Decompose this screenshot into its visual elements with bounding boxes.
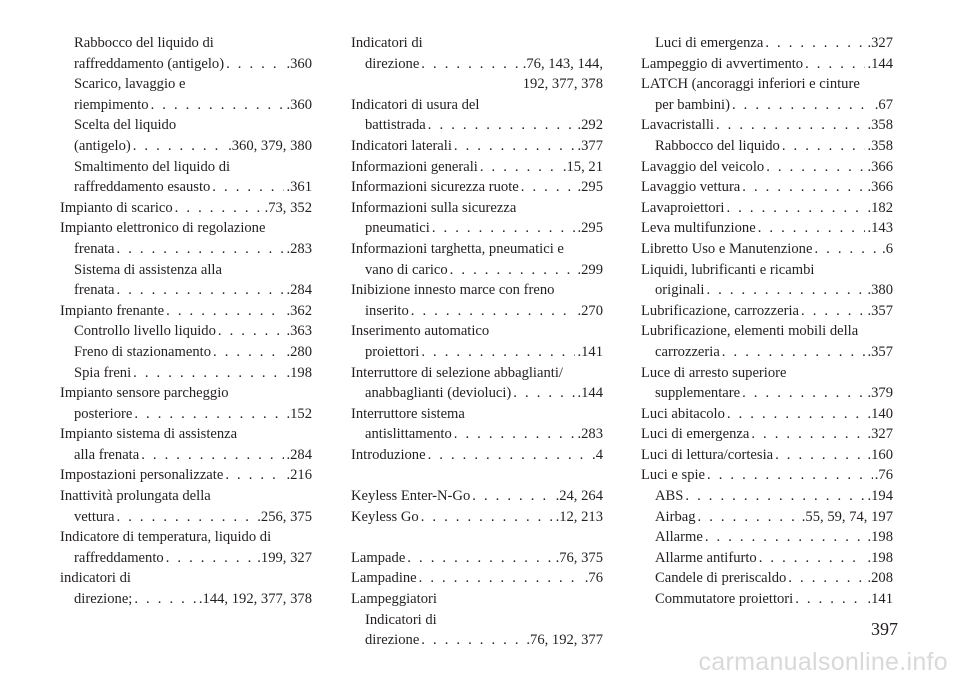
entry-text: Lubrificazione, carrozzeria xyxy=(641,302,799,319)
page-reference: .208 xyxy=(867,570,893,587)
dot-leader xyxy=(419,568,583,589)
index-entry xyxy=(351,198,603,239)
index-entry xyxy=(351,321,603,362)
dot-leader xyxy=(480,157,561,178)
page-reference: .361 xyxy=(286,179,312,196)
entry-text: Informazioni sulla sicurezza xyxy=(351,199,517,216)
entry-text: Lampade xyxy=(351,549,406,566)
entry-text: Inserimento automatico xyxy=(351,323,490,340)
entry-text: indicatori di xyxy=(60,570,131,587)
entry-text: Informazioni sicurezza ruote xyxy=(351,179,519,196)
index-entry xyxy=(641,445,893,466)
dot-leader xyxy=(759,548,866,569)
index-subentry xyxy=(60,115,312,136)
dot-leader xyxy=(226,54,284,75)
page-reference: .24, 264 xyxy=(555,488,603,505)
page-reference: .327 xyxy=(867,35,893,51)
index-subentry xyxy=(60,33,312,54)
page-reference: .160 xyxy=(867,446,893,463)
index-entry xyxy=(60,218,312,259)
dot-leader xyxy=(706,280,865,301)
page-reference: .76, 143, 144, xyxy=(522,55,603,72)
entry-text: alla frenata xyxy=(74,446,140,463)
index-entry xyxy=(351,486,603,507)
entry-text: Impianto di scarico xyxy=(60,199,173,216)
entry-text: Lampeggiatori xyxy=(351,591,437,608)
dot-leader xyxy=(117,239,285,260)
dot-leader xyxy=(766,157,865,178)
page-reference: .12, 213 xyxy=(555,508,603,525)
entry-text: Keyless Go xyxy=(351,508,419,525)
index-subentry xyxy=(641,548,893,569)
entry-text: originali xyxy=(655,282,705,299)
index-entry xyxy=(351,507,603,528)
page-reference: .360 xyxy=(286,55,312,72)
dot-leader xyxy=(133,136,226,157)
page-reference: .379 xyxy=(867,385,893,402)
page-reference: .284 xyxy=(286,446,312,463)
index-entry xyxy=(351,445,603,466)
dot-leader xyxy=(758,218,866,239)
entry-text: Indicatore di temperatura, liquido di xyxy=(60,529,272,546)
page-reference: .380 xyxy=(867,282,893,299)
entry-text: (antigelo) xyxy=(74,137,131,154)
index-entry xyxy=(641,218,893,239)
page-reference: .327 xyxy=(867,426,893,443)
index-entry xyxy=(641,177,893,198)
page-reference: .182 xyxy=(867,199,893,216)
entry-text: Indicatori di xyxy=(351,35,423,51)
index-entry xyxy=(641,465,893,486)
entry-text: Indicatori laterali xyxy=(351,137,452,154)
page-reference: .199, 327 xyxy=(257,549,312,566)
dot-leader xyxy=(175,198,263,219)
dot-leader xyxy=(421,342,575,363)
index-entry xyxy=(641,301,893,322)
entry-text: Lubrificazione, elementi mobili della xyxy=(641,323,859,340)
dot-leader xyxy=(133,363,284,384)
page-reference: .6 xyxy=(882,240,893,257)
entry-text: Lavaproiettori xyxy=(641,199,725,216)
page-reference: .144 xyxy=(577,385,603,402)
entry-text: Indicatori di xyxy=(365,611,437,628)
dot-leader xyxy=(454,136,576,157)
entry-text: Lavaggio vettura xyxy=(641,179,741,196)
entry-text: inserito xyxy=(365,302,409,319)
dot-leader xyxy=(421,507,554,528)
index-entry xyxy=(60,465,312,486)
index-entry xyxy=(641,115,893,136)
entry-text: Inattività prolungata della xyxy=(60,488,211,505)
page-reference: .295 xyxy=(577,179,603,196)
dot-leader xyxy=(472,486,553,507)
dot-leader xyxy=(801,301,865,322)
page-reference: .377 xyxy=(577,137,603,154)
entry-text: Impostazioni personalizzate xyxy=(60,467,224,484)
page-reference: .144 xyxy=(867,55,893,72)
index-entry xyxy=(641,321,893,362)
page-reference: .4 xyxy=(592,446,603,463)
index-column-2 xyxy=(351,33,603,651)
index-subentry xyxy=(641,33,893,54)
index-subentry xyxy=(60,342,312,363)
index-entry xyxy=(351,177,603,198)
entry-text: Luci di emergenza xyxy=(641,426,750,443)
dot-leader xyxy=(117,280,285,301)
page-reference: .141 xyxy=(577,343,603,360)
index-entry xyxy=(60,198,312,219)
index-entry xyxy=(351,239,603,280)
entry-text: Luce di arresto superiore xyxy=(641,364,787,381)
entry-text: Commutatore proiettori xyxy=(655,591,794,608)
index-entry xyxy=(641,424,893,445)
index-entry xyxy=(641,157,893,178)
entry-text: Impianto frenante xyxy=(60,302,165,319)
dot-leader xyxy=(212,177,284,198)
index-entry xyxy=(60,424,312,465)
page-reference: .366 xyxy=(867,179,893,196)
index-entry xyxy=(60,486,312,527)
dot-leader xyxy=(742,383,865,404)
page-reference: .76 xyxy=(584,570,603,587)
page-reference: .270 xyxy=(577,302,603,319)
entry-text: Lavaggio del veicolo xyxy=(641,158,765,175)
dot-leader xyxy=(726,198,865,219)
dot-leader xyxy=(428,115,576,136)
entry-text: per bambini) xyxy=(655,96,730,113)
page-reference: .198 xyxy=(867,529,893,546)
entry-text: direzione; xyxy=(74,591,133,608)
entry-text: Lavacristalli xyxy=(641,117,714,134)
entry-text: proiettori xyxy=(365,343,420,360)
dot-leader xyxy=(134,589,197,610)
entry-text: Airbag xyxy=(655,508,696,525)
entry-text: Indicatori di usura del xyxy=(351,96,480,113)
index-subentry xyxy=(60,136,312,157)
entry-text: Spia freni xyxy=(74,364,132,381)
page-reference: .144, 192, 377, 378 xyxy=(198,591,312,608)
entry-text: Smaltimento del liquido di xyxy=(74,158,231,175)
page-reference: .363 xyxy=(286,323,312,340)
entry-text: Allarme antifurto xyxy=(655,549,757,566)
index-subentry xyxy=(641,507,893,528)
entry-text: Libretto Uso e Manutenzione xyxy=(641,240,813,257)
index-entry xyxy=(641,404,893,425)
page-reference: .292 xyxy=(577,117,603,134)
index-subentry xyxy=(60,260,312,281)
watermark: carmanualsonline.info xyxy=(698,647,948,676)
page-reference: .15, 21 xyxy=(562,158,603,175)
dot-leader xyxy=(117,507,256,528)
index-entry xyxy=(641,239,893,260)
dot-leader xyxy=(751,424,865,445)
entry-text: supplementare xyxy=(655,385,741,402)
letter-gap xyxy=(351,527,603,548)
entry-text: Interruttore sistema xyxy=(351,405,465,422)
index-column-1 xyxy=(60,33,312,610)
index-entry xyxy=(641,54,893,75)
entry-text: battistrada xyxy=(365,117,426,134)
page-reference: .143 xyxy=(867,220,893,237)
dot-leader xyxy=(722,342,866,363)
index-subentry xyxy=(641,589,893,610)
index-entry xyxy=(60,383,312,424)
index-entry xyxy=(351,568,603,589)
index-entry xyxy=(351,95,603,136)
page-reference: .198 xyxy=(286,364,312,381)
index-subentry xyxy=(60,363,312,384)
dot-leader xyxy=(151,95,285,116)
entry-text: Freno di stazionamento xyxy=(74,343,211,360)
dot-leader xyxy=(707,465,873,486)
dot-leader xyxy=(814,239,880,260)
entry-text: Allarme xyxy=(655,529,703,546)
entry-text: Scelta del liquido xyxy=(74,117,177,134)
dot-leader xyxy=(134,404,284,425)
page-reference: .67 xyxy=(874,96,893,113)
entry-text: Luci abitacolo xyxy=(641,405,725,422)
index-subentry xyxy=(641,527,893,548)
entry-text: Rabbocco del liquido di xyxy=(74,35,214,51)
entry-text: LATCH (ancoraggi inferiori e cinture xyxy=(641,76,860,93)
entry-text: Luci di lettura/cortesia xyxy=(641,446,774,463)
index-column-3 xyxy=(641,33,893,610)
dot-leader xyxy=(705,527,866,548)
index-subentry xyxy=(60,95,312,116)
entry-text: posteriore xyxy=(74,405,133,422)
entry-text: Controllo livello liquido xyxy=(74,323,216,340)
entry-text: Impianto sistema di assistenza xyxy=(60,426,238,443)
page-reference: .216 xyxy=(286,467,312,484)
page-reference-continued: 192, 377, 378 xyxy=(522,76,603,93)
entry-text: raffreddamento (antigelo) xyxy=(74,55,225,72)
dot-leader xyxy=(765,33,865,54)
page-reference: .55, 59, 74, 197 xyxy=(801,508,893,525)
page-reference: .152 xyxy=(286,405,312,422)
index-subentry xyxy=(60,54,312,75)
page-number: 397 xyxy=(871,619,898,639)
dot-leader xyxy=(432,218,576,239)
index-subentry xyxy=(641,136,893,157)
entry-text: Inibizione innesto marce con freno xyxy=(351,282,555,299)
dot-leader xyxy=(421,54,520,75)
entry-text: Informazioni targhetta, pneumatici e xyxy=(351,240,564,257)
page-reference: .360 xyxy=(286,96,312,113)
page-reference: .362 xyxy=(286,302,312,319)
entry-text: Lampadine xyxy=(351,570,417,587)
entry-text: frenata xyxy=(74,282,115,299)
index-entry xyxy=(351,33,603,95)
entry-text: vettura xyxy=(74,508,115,525)
entry-text: Luci di emergenza xyxy=(655,35,764,51)
page-reference: .256, 375 xyxy=(257,508,312,525)
entry-text: direzione xyxy=(365,55,420,72)
entry-text: vano di carico xyxy=(365,261,448,278)
index-entry xyxy=(641,74,893,115)
page-reference: .366 xyxy=(867,158,893,175)
index-subentry xyxy=(60,321,312,342)
entry-text: ABS xyxy=(655,488,684,505)
entry-text: antislittamento xyxy=(365,426,452,443)
entry-text: Impianto elettronico di regolazione xyxy=(60,220,266,237)
entry-text: Luci e spie xyxy=(641,467,706,484)
dot-leader xyxy=(698,507,800,528)
page-reference: .284 xyxy=(286,282,312,299)
index-entry xyxy=(351,548,603,569)
index-subentry xyxy=(60,74,312,95)
index-entry xyxy=(641,260,893,301)
entry-text: frenata xyxy=(74,240,115,257)
entry-text: Interruttore di selezione abbaglianti/ xyxy=(351,364,563,381)
page-reference: .283 xyxy=(286,240,312,257)
page-reference: .358 xyxy=(867,137,893,154)
dot-leader xyxy=(166,548,256,569)
dot-leader xyxy=(454,424,576,445)
page-reference: .198 xyxy=(867,549,893,566)
index-entry xyxy=(60,301,312,322)
entry-text: Keyless Enter-N-Go xyxy=(351,488,471,505)
entry-text: Leva multifunzione xyxy=(641,220,756,237)
index-entry xyxy=(60,568,312,609)
dot-leader xyxy=(732,95,873,116)
dot-leader xyxy=(213,342,284,363)
entry-text: riempimento xyxy=(74,96,149,113)
index-entry xyxy=(351,589,603,610)
dot-leader xyxy=(225,465,284,486)
index-subentry xyxy=(641,486,893,507)
page-reference: .76, 375 xyxy=(555,549,603,566)
entry-text: carrozzeria xyxy=(655,343,720,360)
dot-leader xyxy=(521,177,576,198)
page-reference: .194 xyxy=(867,488,893,505)
page-reference: .280 xyxy=(286,343,312,360)
entry-text: anabbaglianti (devioluci) xyxy=(365,385,512,402)
entry-text: Impianto sensore parcheggio xyxy=(60,385,229,402)
index-entry xyxy=(351,157,603,178)
page-reference: .76, 192, 377 xyxy=(526,632,603,649)
page-reference: .360, 379, 380 xyxy=(228,137,312,154)
dot-leader xyxy=(450,260,576,281)
dot-leader xyxy=(141,445,284,466)
dot-leader xyxy=(727,404,866,425)
page-reference: .357 xyxy=(867,343,893,360)
index-entry xyxy=(641,198,893,219)
letter-gap xyxy=(351,465,603,486)
dot-leader xyxy=(218,321,285,342)
index-subentry xyxy=(641,568,893,589)
entry-text: raffreddamento esausto xyxy=(74,179,211,196)
entry-text: Introduzione xyxy=(351,446,426,463)
dot-leader xyxy=(795,589,865,610)
page-reference: .299 xyxy=(577,261,603,278)
dot-leader xyxy=(166,301,284,322)
page-reference: .283 xyxy=(577,426,603,443)
dot-leader xyxy=(805,54,865,75)
dot-leader xyxy=(782,136,866,157)
index-entry xyxy=(60,527,312,568)
entry-text: Rabbocco del liquido xyxy=(655,137,780,154)
index-subentry xyxy=(351,610,603,631)
index-entry xyxy=(351,136,603,157)
page-reference: .358 xyxy=(867,117,893,134)
index-subentry xyxy=(60,157,312,178)
entry-text: Sistema di assistenza alla xyxy=(74,261,222,278)
entry-text: Scarico, lavaggio e xyxy=(74,76,186,93)
entry-text: raffreddamento xyxy=(74,549,164,566)
index-subentry xyxy=(60,280,312,301)
dot-leader xyxy=(788,568,865,589)
dot-leader xyxy=(775,445,865,466)
dot-leader xyxy=(685,486,865,507)
dot-leader xyxy=(742,177,865,198)
entry-text: Lampeggio di avvertimento xyxy=(641,55,804,72)
dot-leader xyxy=(716,115,866,136)
page-reference: .73, 352 xyxy=(264,199,312,216)
index-entry xyxy=(351,404,603,445)
index-subentry xyxy=(60,177,312,198)
index-entry xyxy=(351,280,603,321)
entry-text: pneumatici xyxy=(365,220,430,237)
page-reference: .141 xyxy=(867,591,893,608)
dot-leader xyxy=(428,445,590,466)
page-reference: .76 xyxy=(874,467,893,484)
entry-text: Liquidi, lubrificanti e ricambi xyxy=(641,261,815,278)
index-entry xyxy=(351,363,603,404)
entry-text: direzione xyxy=(365,632,420,649)
page-reference: .357 xyxy=(867,302,893,319)
dot-leader xyxy=(411,301,576,322)
dot-leader xyxy=(513,383,575,404)
entry-text: Informazioni generali xyxy=(351,158,478,175)
page-reference: .295 xyxy=(577,220,603,237)
index-entry xyxy=(641,363,893,404)
page-reference: .140 xyxy=(867,405,893,422)
entry-text: Candele di preriscaldo xyxy=(655,570,787,587)
dot-leader xyxy=(407,548,553,569)
